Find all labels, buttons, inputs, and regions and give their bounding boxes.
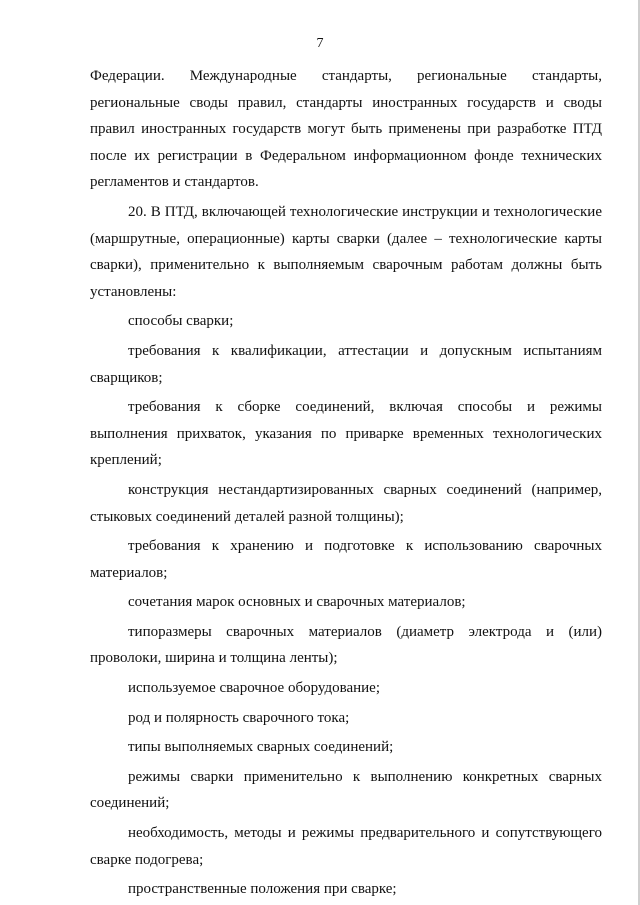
paragraph-continuation: Федерации. Международные стандарты, региональные стандарты, региональные своды правил, стандарты иностранных государств и своды правил иностранных государств могут быть применены при разработке ПТД после их регистрации в Федеральном информационном фонде технических регламентов и стандартов.	[90, 68, 602, 191]
list-item: конструкция нестандартизированных сварных соединений (например, стыковых соединений деталей разной толщины);	[90, 481, 602, 525]
list-item: режимы сварки применительно к выполнению конкретных сварных соединений;	[90, 768, 602, 812]
list-item: используемое сварочное оборудование;	[128, 680, 381, 697]
list-item: типы выполняемых сварных соединений;	[128, 739, 394, 756]
list-item: требования к хранению и подготовке к использованию сварочных материалов;	[90, 538, 602, 581]
list-item: типоразмеры сварочных материалов (диаметр электрода и (или) проволоки, ширина и толщина ленты);	[90, 623, 602, 667]
document-body	[90, 63, 602, 903]
page-number: 7	[316, 36, 324, 51]
list-item: необходимость, методы и режимы предварительного и сопутствующего сварке подогрева;	[90, 825, 602, 868]
list-item: требования к квалификации, аттестации и допускным испытаниям сварщиков;	[90, 342, 602, 386]
paragraph-clause-20: 20. В ПТД, включающей технологические инструкции и технологические (маршрутные, операционные) карты сварки (далее – технологические карты сварки), применительно к выполняемым сварочным работам должны быть установлены:	[90, 203, 602, 300]
list-item: пространственные положения при сварке;	[128, 881, 397, 898]
list-item: род и полярность сварочного тока;	[128, 709, 350, 726]
list-item: требования к сборке соединений, включая способы и режимы выполнения прихваток, указания по приварке временных технологических креплений;	[90, 399, 602, 469]
list-item: сочетания марок основных и сварочных материалов;	[128, 594, 466, 611]
list-item: способы сварки;	[128, 313, 234, 330]
